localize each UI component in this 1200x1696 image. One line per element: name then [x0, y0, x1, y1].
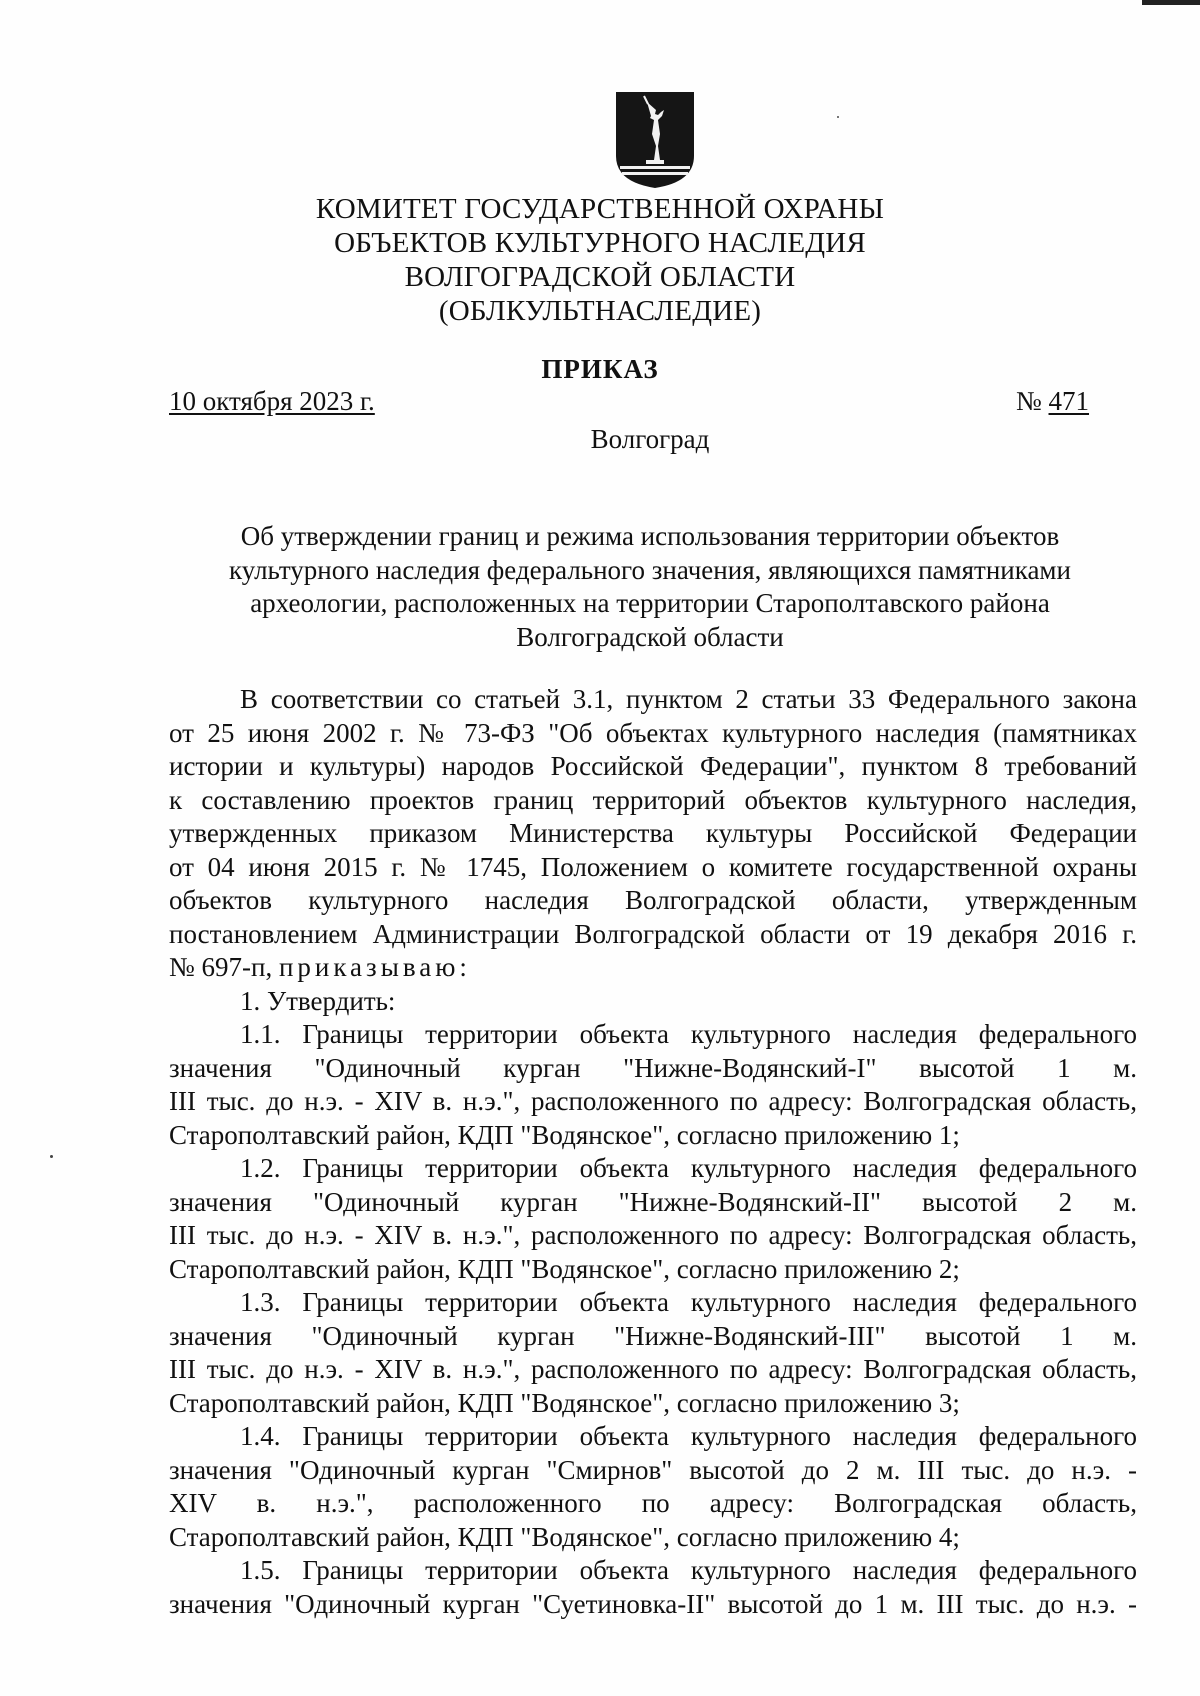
item-line: XIV в. н.э.", расположенного по адресу: Волгоградская область,	[169, 1488, 1137, 1518]
header-line: КОМИТЕТ ГОСУДАРСТВЕННОЙ ОХРАНЫ	[315, 193, 885, 225]
order-subject	[170, 520, 1130, 654]
item-line: 1.3. Границы территории объекта культурного наследия федерального	[240, 1287, 1137, 1317]
scan-corner-mark	[1142, 0, 1200, 5]
item-line: Старополтавский район, КДП "Водянское", согласно приложению 1;	[169, 1119, 960, 1150]
body-line: В соответствии со статьей 3.1, пунктом 2 статьи 33 Федерального закона	[240, 684, 1137, 714]
volgograd-emblem-icon	[614, 90, 696, 190]
subject-line: археологии, расположенных на территории Старополтавского района	[250, 588, 1050, 618]
body-line: утвержденных приказом Министерства культуры Российской Федерации	[169, 818, 1137, 848]
body-line: от 25 июня 2002 г. № 73-ФЗ "Об объектах культурного наследия (памятниках	[169, 717, 1137, 748]
subject-line: Об утверждении границ и режима использования территории объектов	[240, 521, 1060, 551]
item-line: 1.4. Границы территории объекта культурного наследия федерального	[240, 1421, 1137, 1451]
body-line: от 04 июня 2015 г. № 1745, Положением о комитете государственной охраны	[169, 851, 1137, 882]
header-line: (ОБЛКУЛЬТНАСЛЕДИЕ)	[438, 295, 762, 327]
item-line: 1.5. Границы территории объекта культурного наследия федерального	[240, 1555, 1137, 1585]
scan-speck	[50, 1155, 53, 1158]
item-line: значения "Одиночный курган "Смирнов" высотой до 2 м. III тыс. до н.э. -	[169, 1454, 1137, 1485]
item-line: Старополтавский район, КДП "Водянское", согласно приложению 4;	[169, 1521, 960, 1552]
order-body	[169, 683, 1137, 1621]
body-line: к составлению проектов границ территорий объектов культурного наследия,	[169, 784, 1137, 815]
order-number-value: 471	[1048, 386, 1090, 416]
order-date: 10 октября 2023 г.	[169, 386, 375, 416]
item-line: значения "Одиночный курган "Нижне-Водянский-I" высотой 1 м.	[169, 1052, 1137, 1083]
item-line: 1.2. Границы территории объекта культурного наследия федерального	[240, 1153, 1137, 1183]
item-line: III тыс. до н.э. - XIV в. н.э.", расположенного по адресу: Волгоградская область,	[169, 1354, 1137, 1384]
item-line: III тыс. до н.э. - XIV в. н.э.", расположенного по адресу: Волгоградская область,	[169, 1220, 1137, 1250]
header-line: ВОЛГОГРАДСКОЙ ОБЛАСТИ	[404, 261, 796, 293]
subject-line: Волгоградской области	[516, 621, 784, 652]
header-line: ОБЪЕКТОВ КУЛЬТУРНОГО НАСЛЕДИЯ	[334, 227, 866, 259]
committee-header	[250, 192, 950, 328]
decree-number-text: № 697-п,	[169, 952, 279, 982]
order-city: Волгоград	[590, 424, 710, 454]
item-approve: 1. Утвердить:	[240, 985, 396, 1016]
body-line: постановлением Администрации Волгоградской области от 19 декабря 2016 г.	[169, 918, 1137, 949]
item-line: значения "Одиночный курган "Нижне-Водянский-III" высотой 1 м.	[169, 1320, 1137, 1351]
item-line: значения "Одиночный курган "Нижне-Водянский-II" высотой 2 м.	[169, 1186, 1137, 1217]
decree-word: приказываю:	[278, 952, 471, 982]
body-line: объектов культурного наследия Волгоградской области, утвержденным	[169, 885, 1137, 915]
order-title: ПРИКАЗ	[541, 354, 659, 384]
item-line: III тыс. до н.э. - XIV в. н.э.", расположенного по адресу: Волгоградская область,	[169, 1086, 1137, 1116]
subject-line: культурного наследия федерального значения, являющихся памятниками	[229, 554, 1071, 585]
item-line: Старополтавский район, КДП "Водянское", согласно приложению 3;	[169, 1387, 960, 1418]
order-number-prefix: №	[1016, 386, 1049, 416]
order-number	[1016, 386, 1089, 417]
item-line: значения "Одиночный курган "Суетиновка-II" высотой до 1 м. III тыс. до н.э. -	[169, 1588, 1137, 1619]
body-line: истории и культуры) народов Российской Федерации", пунктом 8 требований	[169, 751, 1137, 781]
scan-speck	[837, 116, 839, 118]
item-line: 1.1. Границы территории объекта культурного наследия федерального	[240, 1019, 1137, 1049]
body-line	[169, 951, 1137, 985]
item-line: Старополтавский район, КДП "Водянское", согласно приложению 2;	[169, 1253, 960, 1284]
